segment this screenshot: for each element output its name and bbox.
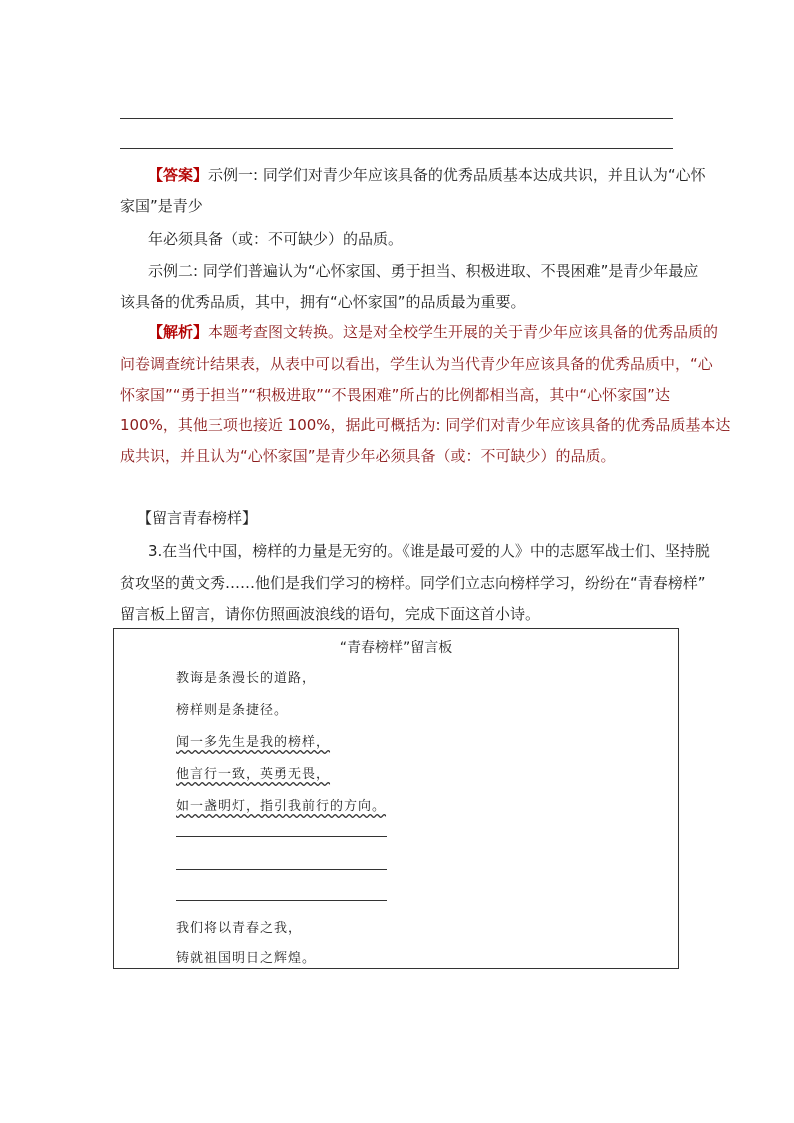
blank-line-3[interactable] — [176, 900, 387, 901]
analysis-text-1: 本题考查图文转换。这是对全校学生开展的关于青少年应该具备的优秀品质的 — [208, 323, 719, 341]
answer-text-2: 家国”是青少 — [120, 197, 203, 215]
section-heading: 【留言青春榜样】 — [137, 509, 258, 527]
poem-line-2: 榜样则是条捷径。 — [176, 703, 289, 718]
answer-line-2 — [120, 148, 673, 149]
board-title: “青春榜样”留言板 — [339, 640, 453, 656]
analysis-text-2: 问卷调查统计结果表，从表中可以看出，学生认为当代青少年应该具备的优秀品质中，“心 — [120, 355, 713, 373]
message-board — [113, 628, 679, 969]
answer-text-4: 示例二: 同学们普遍认为“心怀家国、勇于担当、积极进取、不畏困难”是青少年最应 — [148, 262, 699, 280]
answer-text-1: 示例一: 同学们对青少年应该具备的优秀品质基本达成共识，并且认为“心怀 — [208, 166, 706, 184]
analysis-line — [148, 322, 718, 342]
blank-line-1[interactable] — [176, 836, 387, 837]
answer-text-3: 年必须具备（或：不可缺少）的品质。 — [148, 230, 404, 248]
analysis-text-5: 成共识，并且认为“心怀家国”是青少年必须具备（或：不可缺少）的品质。 — [120, 447, 616, 465]
poem-line-1: 教诲是条漫长的道路， — [176, 671, 317, 686]
question-line-2: 贫攻坚的黄文秀……他们是我们学习的榜样。同学们立志向榜样学习，纷纷在“青春榜样” — [120, 574, 706, 592]
analysis-text-4: 100%，其他三项也接近 100%，据此可概括为: 同学们对青少年应该具备的优秀品质基本达 — [120, 416, 731, 434]
answer-text-5: 该具备的优秀品质，其中，拥有“心怀家国”的品质最为重要。 — [120, 293, 526, 311]
analysis-text-3: 怀家国”“勇于担当”“积极进取”“不畏困难”所占的比例都相当高，其中“心怀家国”达 — [120, 386, 670, 404]
question-line-1: 3.在当代中国，榜样的力量是无穷的。《谁是最可爱的人》中的志愿军战士们、坚持脱 — [148, 542, 710, 560]
poem-line-wavy-1: 闻一多先生是我的榜样， — [176, 735, 331, 750]
poem-ending-2: 铸就祖国明日之辉煌。 — [176, 951, 317, 966]
answer-label: 【答案】 — [148, 166, 209, 184]
poem-line-wavy-3: 如一盏明灯，指引我前行的方向。 — [176, 799, 387, 814]
analysis-label: 【解析】 — [148, 323, 209, 341]
answer-line — [148, 165, 706, 185]
poem-ending-1: 我们将以青春之我， — [176, 921, 303, 936]
question-line-3: 留言板上留言，请你仿照画波浪线的语句，完成下面这首小诗。 — [120, 605, 541, 623]
blank-line-2[interactable] — [176, 869, 387, 870]
answer-line-1 — [120, 118, 673, 119]
poem-line-wavy-2: 他言行一致，英勇无畏， — [176, 767, 331, 782]
